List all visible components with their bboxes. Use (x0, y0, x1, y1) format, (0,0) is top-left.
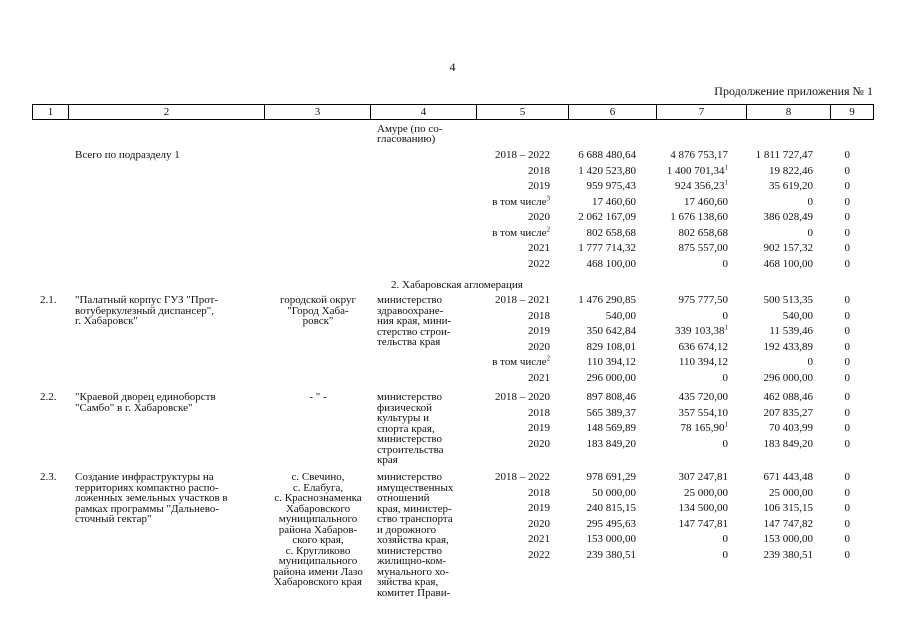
item-name: "Краевой дворец единоборств (75, 391, 216, 403)
value-cell-7: 1 676 138,60 (670, 211, 728, 223)
col-header-6: 6 (569, 105, 657, 120)
value-cell-8: 192 433,89 (763, 340, 813, 353)
value-cell-9: 0 (844, 211, 850, 223)
value-cell-6: 1 420 523,80 (578, 164, 636, 177)
value-cell-7: 307 247,81 (678, 471, 728, 483)
value-cell-7: 875 557,00 (678, 242, 728, 254)
item-responsible-org: мунального хо- (377, 565, 449, 578)
item-responsible-org: тельства края (377, 336, 441, 348)
value-cell-8: 70 403,99 (769, 422, 813, 434)
value-cell-6: 295 495,63 (586, 517, 636, 530)
value-cell-8: 239 380,51 (763, 548, 813, 561)
item-responsible-org: министерство (377, 391, 443, 403)
period-cell: в том числе$^2$ (492, 224, 550, 239)
value-cell-9: 0 (844, 371, 850, 384)
value-cell-7: 110 394,12 (678, 356, 728, 368)
value-cell-9: 0 (844, 502, 850, 514)
value-cell-7: 339 103,38$^1$ (675, 323, 728, 337)
value-cell-7: 78 165,90$^1$ (680, 420, 728, 434)
value-cell-9: 0 (844, 391, 850, 403)
item-name: сточный гектар" (75, 513, 152, 525)
item-responsible-org: хозяйства края, (377, 534, 449, 546)
value-cell-9: 0 (844, 548, 850, 561)
value-cell-7: 134 500,00 (678, 502, 728, 514)
item-responsible-org: зяйства края, (377, 576, 439, 588)
value-cell-7: 0 (722, 371, 728, 384)
value-cell-7: 0 (722, 533, 728, 545)
item-location: муниципального (278, 555, 358, 567)
col-header-7: 7 (657, 105, 747, 120)
value-cell-8: 1 811 727,47 (755, 149, 813, 161)
value-cell-8: 207 835,27 (763, 406, 813, 419)
value-cell-8: 106 315,15 (763, 502, 813, 514)
item-responsible-org: имущественных (377, 481, 454, 494)
period-cell: 2018 (528, 164, 550, 177)
item-location: района имени Лазо (273, 565, 363, 578)
value-cell-7: 17 460,60 (684, 195, 728, 208)
value-cell-8: 11 539,46 (769, 325, 813, 337)
value-cell-8: 19 822,46 (769, 164, 813, 177)
item-name: вотуберкулезный диспансер", (75, 304, 214, 317)
item-name: территориях компактно распо- (75, 481, 219, 494)
page-number: 4 (449, 60, 456, 74)
value-cell-8: 0 (807, 195, 813, 208)
period-cell: 2019 (528, 325, 550, 337)
col-header-8: 8 (747, 105, 831, 120)
period-cell: 2021 (528, 242, 550, 254)
value-cell-6: 296 000,00 (586, 371, 636, 384)
item-location: - " - (309, 391, 327, 403)
item-location: с. Кругликово (285, 544, 351, 557)
period-cell: 2019 (528, 422, 550, 434)
value-cell-9: 0 (844, 406, 850, 419)
item-responsible-org: ния края, мини- (377, 315, 452, 327)
value-cell-6: 829 108,01 (586, 340, 636, 353)
value-cell-6: 148 569,89 (586, 422, 636, 434)
value-cell-6: 153 000,00 (586, 533, 636, 545)
value-cell-7: 435 720,00 (678, 391, 728, 403)
item-location: с. Елабуга, (292, 481, 344, 494)
item-responsible-org: министерство (377, 471, 443, 483)
value-cell-6: 183 849,20 (586, 437, 636, 450)
item-location: муниципального (278, 513, 358, 525)
value-cell-8: 500 513,35 (763, 294, 813, 306)
value-cell-7: 147 747,81 (678, 517, 728, 530)
period-cell: 2020 (528, 211, 550, 223)
item-number: 2.1. (40, 294, 57, 306)
value-cell-6: 2 062 167,09 (578, 211, 636, 223)
col-header-3: 3 (265, 105, 371, 120)
col-header-5: 5 (477, 105, 569, 120)
value-cell-6: 110 394,12 (586, 356, 636, 368)
value-cell-8: 386 028,49 (763, 211, 813, 223)
value-cell-8: 296 000,00 (763, 371, 813, 384)
value-cell-8: 25 000,00 (769, 486, 813, 499)
value-cell-7: 975 777,50 (678, 294, 728, 306)
period-cell: 2018 (528, 406, 550, 419)
item-location: с. Краснознаменка (274, 492, 362, 504)
item-responsible-org: физической (377, 401, 432, 414)
item-responsible-org: края, министер- (377, 502, 452, 515)
value-cell-9: 0 (844, 149, 850, 161)
item-responsible-org: стерство строи- (377, 325, 451, 338)
value-cell-7: 0 (722, 548, 728, 561)
value-cell-7: 4 876 753,17 (670, 149, 728, 161)
value-cell-7: 0 (722, 257, 728, 270)
period-cell: 2020 (528, 517, 550, 530)
value-cell-8: 902 157,32 (763, 242, 813, 254)
carry-over-org-text: Амуре (по со- (377, 123, 443, 135)
item-location: ровск" (302, 315, 334, 327)
period-cell: 2019 (528, 180, 550, 192)
item-responsible-org: министерство (377, 544, 443, 557)
value-cell-8: 462 088,46 (763, 391, 813, 403)
value-cell-8: 540,00 (782, 309, 813, 322)
value-cell-9: 0 (844, 195, 850, 208)
value-cell-6: 1 777 714,32 (578, 242, 636, 254)
period-cell: 2019 (528, 502, 550, 514)
period-cell: 2018 – 2021 (495, 294, 550, 306)
value-cell-8: 0 (807, 226, 813, 239)
period-cell: в том числе$^3$ (492, 193, 550, 208)
value-cell-6: 978 691,29 (586, 471, 636, 483)
period-cell: 2018 – 2022 (495, 471, 550, 483)
item-name: "Самбо" в г. Хабаровске" (75, 401, 193, 414)
item-responsible-org: здравоохране- (377, 304, 444, 317)
value-cell-8: 153 000,00 (763, 533, 813, 545)
value-cell-6: 565 389,37 (586, 406, 636, 419)
value-cell-6: 468 100,00 (586, 257, 636, 270)
item-responsible-org: министерство (377, 433, 443, 445)
value-cell-9: 0 (844, 309, 850, 322)
item-location: ского края, (292, 534, 344, 546)
value-cell-9: 0 (844, 325, 850, 337)
period-cell: 2018 (528, 309, 550, 322)
value-cell-9: 0 (844, 422, 850, 434)
period-cell: 2021 (528, 533, 550, 545)
value-cell-6: 802 658,68 (586, 226, 636, 239)
value-cell-9: 0 (844, 180, 850, 192)
period-cell: 2018 – 2022 (495, 149, 550, 161)
value-cell-7: 924 356,23$^1$ (675, 178, 728, 192)
value-cell-7: 25 000,00 (684, 486, 728, 499)
value-cell-9: 0 (844, 226, 850, 239)
carry-over-org-text: гласованию) (377, 133, 436, 145)
item-location: "Город Хаба- (287, 304, 349, 317)
value-cell-6: 1 476 290,85 (578, 294, 636, 306)
value-cell-6: 240 815,15 (586, 502, 636, 514)
period-cell: 2020 (528, 340, 550, 353)
col-header-2: 2 (69, 105, 265, 120)
period-cell: 2022 (528, 548, 550, 561)
value-cell-7: 357 554,10 (678, 406, 728, 419)
value-cell-6: 540,00 (605, 309, 636, 322)
value-cell-9: 0 (844, 517, 850, 530)
value-cell-7: 0 (722, 437, 728, 450)
col-header-9: 9 (831, 105, 874, 120)
item-responsible-org: отношений (377, 492, 430, 504)
item-number: 2.3. (40, 471, 57, 483)
item-location: Хабаровского (285, 502, 351, 515)
value-cell-9: 0 (844, 437, 850, 450)
item-responsible-org: культуры и (377, 412, 429, 424)
period-cell: в том числе$^2$ (492, 354, 550, 368)
period-cell: 2021 (528, 371, 550, 384)
value-cell-8: 147 747,82 (763, 517, 813, 530)
item-name: г. Хабаровск" (75, 315, 138, 327)
item-responsible-org: ство транспорта (377, 513, 453, 525)
column-header-row (32, 104, 874, 120)
item-name: Создание инфраструктуры на (75, 471, 214, 483)
value-cell-8: 671 443,48 (763, 471, 813, 483)
period-cell: 2020 (528, 437, 550, 450)
value-cell-6: 350 642,84 (586, 325, 636, 337)
value-cell-6: 17 460,60 (592, 195, 636, 208)
value-cell-9: 0 (844, 257, 850, 270)
value-cell-7: 802 658,68 (678, 226, 728, 239)
item-responsible-org: и дорожного (377, 523, 437, 536)
value-cell-9: 0 (844, 340, 850, 353)
value-cell-6: 239 380,51 (586, 548, 636, 561)
value-cell-9: 0 (844, 486, 850, 499)
value-cell-9: 0 (844, 356, 850, 368)
value-cell-8: 0 (807, 356, 813, 368)
value-cell-9: 0 (844, 294, 850, 306)
period-cell: 2018 – 2020 (495, 391, 550, 403)
item-responsible-org: жилищно-ком- (377, 555, 447, 567)
item-name: рамках программы "Дальнево- (75, 502, 220, 515)
period-cell: 2022 (528, 257, 550, 270)
value-cell-8: 183 849,20 (763, 437, 813, 450)
subtotal-title: Всего по подразделу 1 (75, 149, 180, 161)
col-header-1: 1 (33, 105, 69, 120)
value-cell-6: 959 975,43 (586, 180, 636, 192)
item-location: с. Свечино, (291, 471, 345, 483)
value-cell-7: 636 674,12 (678, 340, 728, 353)
continuation-label: Продолжение приложения № 1 (714, 84, 873, 98)
period-cell: 2018 (528, 486, 550, 499)
value-cell-6: 6 688 480,64 (578, 149, 636, 161)
value-cell-9: 0 (844, 242, 850, 254)
item-name: "Палатный корпус ГУЗ "Прот- (75, 294, 219, 306)
item-responsible-org: края (377, 454, 398, 466)
item-location: Хабаровского края (274, 576, 362, 588)
col-header-4: 4 (371, 105, 477, 120)
item-responsible-org: комитет Прави- (377, 586, 451, 599)
item-responsible-org: спорта края, (377, 422, 435, 435)
value-cell-9: 0 (844, 471, 850, 483)
value-cell-9: 0 (844, 164, 850, 177)
item-location: района Хабаров- (278, 523, 358, 536)
value-cell-7: 0 (722, 309, 728, 322)
value-cell-6: 50 000,00 (592, 486, 636, 499)
value-cell-9: 0 (844, 533, 850, 545)
item-responsible-org: строительства (377, 443, 444, 456)
value-cell-8: 468 100,00 (763, 257, 813, 270)
item-number: 2.2. (40, 391, 57, 403)
value-cell-8: 35 619,20 (769, 180, 813, 192)
item-responsible-org: министерство (377, 294, 443, 306)
value-cell-6: 897 808,46 (586, 391, 636, 403)
value-cell-7: 1 400 701,34$^1$ (666, 162, 728, 177)
item-name: ложенных земельных участков в (75, 492, 228, 504)
section-title: 2. Хабаровская агломерация (391, 279, 523, 291)
item-location: городской округ (279, 294, 357, 306)
